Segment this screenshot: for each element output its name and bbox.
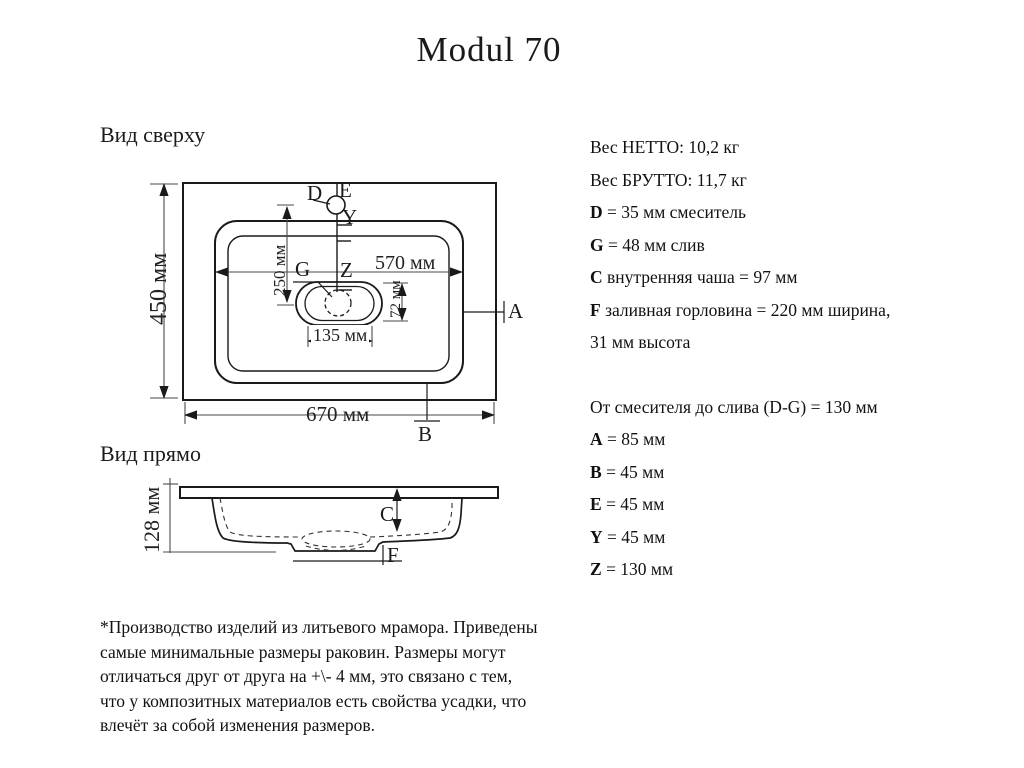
point-label-a: A (508, 299, 524, 323)
note-line: влечёт за собой изменения размеров. (100, 715, 375, 735)
spec-line-dg-distance: От смесителя до слива (D-G) = 130 мм (590, 396, 878, 417)
countertop-slab (180, 487, 498, 498)
spec-line-e: E = 45 мм (590, 494, 665, 514)
dim-label-670: 670 мм (306, 402, 370, 426)
spec-line-gross-weight: Вес БРУТТО: 11,7 кг (590, 169, 747, 190)
dim-label-250: 250 мм (270, 244, 289, 296)
dim-label-450: 450 мм (146, 252, 172, 325)
spec-line-f: F заливная горловина = 220 мм ширина, (590, 299, 891, 320)
dim-label-128: 128 мм (139, 486, 164, 553)
basin-outer-outline (215, 221, 463, 383)
spec-line-f-cont: 31 мм высота (590, 332, 691, 352)
spec-line-z: Z = 130 мм (590, 559, 674, 579)
dim-label-570: 570 мм (375, 252, 436, 274)
front-view-drawing (163, 478, 498, 565)
spec-line-b: B = 45 мм (590, 461, 665, 482)
top-view-label: Вид сверху (100, 122, 206, 147)
point-label-e: E (339, 178, 352, 202)
point-label-d: D (307, 181, 323, 205)
point-label-z: Z (340, 258, 353, 282)
point-f-callout (293, 545, 402, 565)
spec-panel (590, 131, 890, 586)
point-label-b: B (418, 422, 433, 446)
drain-recess-outer (296, 282, 382, 325)
note-line: *Производство изделий из литьевого мрамора. Приведены (100, 617, 538, 637)
point-label-y: Y (342, 205, 358, 229)
dim-label-72: 72 мм (388, 280, 404, 318)
spec-line-g: G = 48 мм слив (590, 234, 705, 255)
point-label-g: G (295, 257, 311, 281)
note-line: что у композитных материалов есть свойства усадки, что (100, 690, 527, 711)
spec-line-y: Y = 45 мм (590, 526, 666, 547)
point-label-f: F (387, 543, 399, 567)
point-a-callout (463, 301, 504, 323)
dim-label-135: 135 мм (313, 325, 368, 345)
spec-line-c: C внутренняя чаша = 97 мм (590, 267, 798, 287)
spec-line-d: D = 35 мм смеситель (590, 202, 746, 222)
note-line: отличаться друг от друга на +\- 4 мм, это связано с тем, (100, 666, 513, 686)
note-line: самые минимальные размеры раковин. Размеры могут (100, 641, 506, 662)
point-label-c: C (380, 502, 395, 526)
page-title: Modul 70 (416, 30, 562, 69)
spec-line-a: A = 85 мм (590, 429, 666, 449)
drain-recess-inner (305, 287, 374, 321)
production-note (100, 615, 537, 738)
front-view-label: Вид прямо (100, 441, 201, 466)
spec-line-net-weight: Вес НЕТТО: 10,2 кг (590, 137, 740, 157)
top-view-drawing (150, 182, 504, 424)
bowl-section-outline (212, 498, 462, 551)
